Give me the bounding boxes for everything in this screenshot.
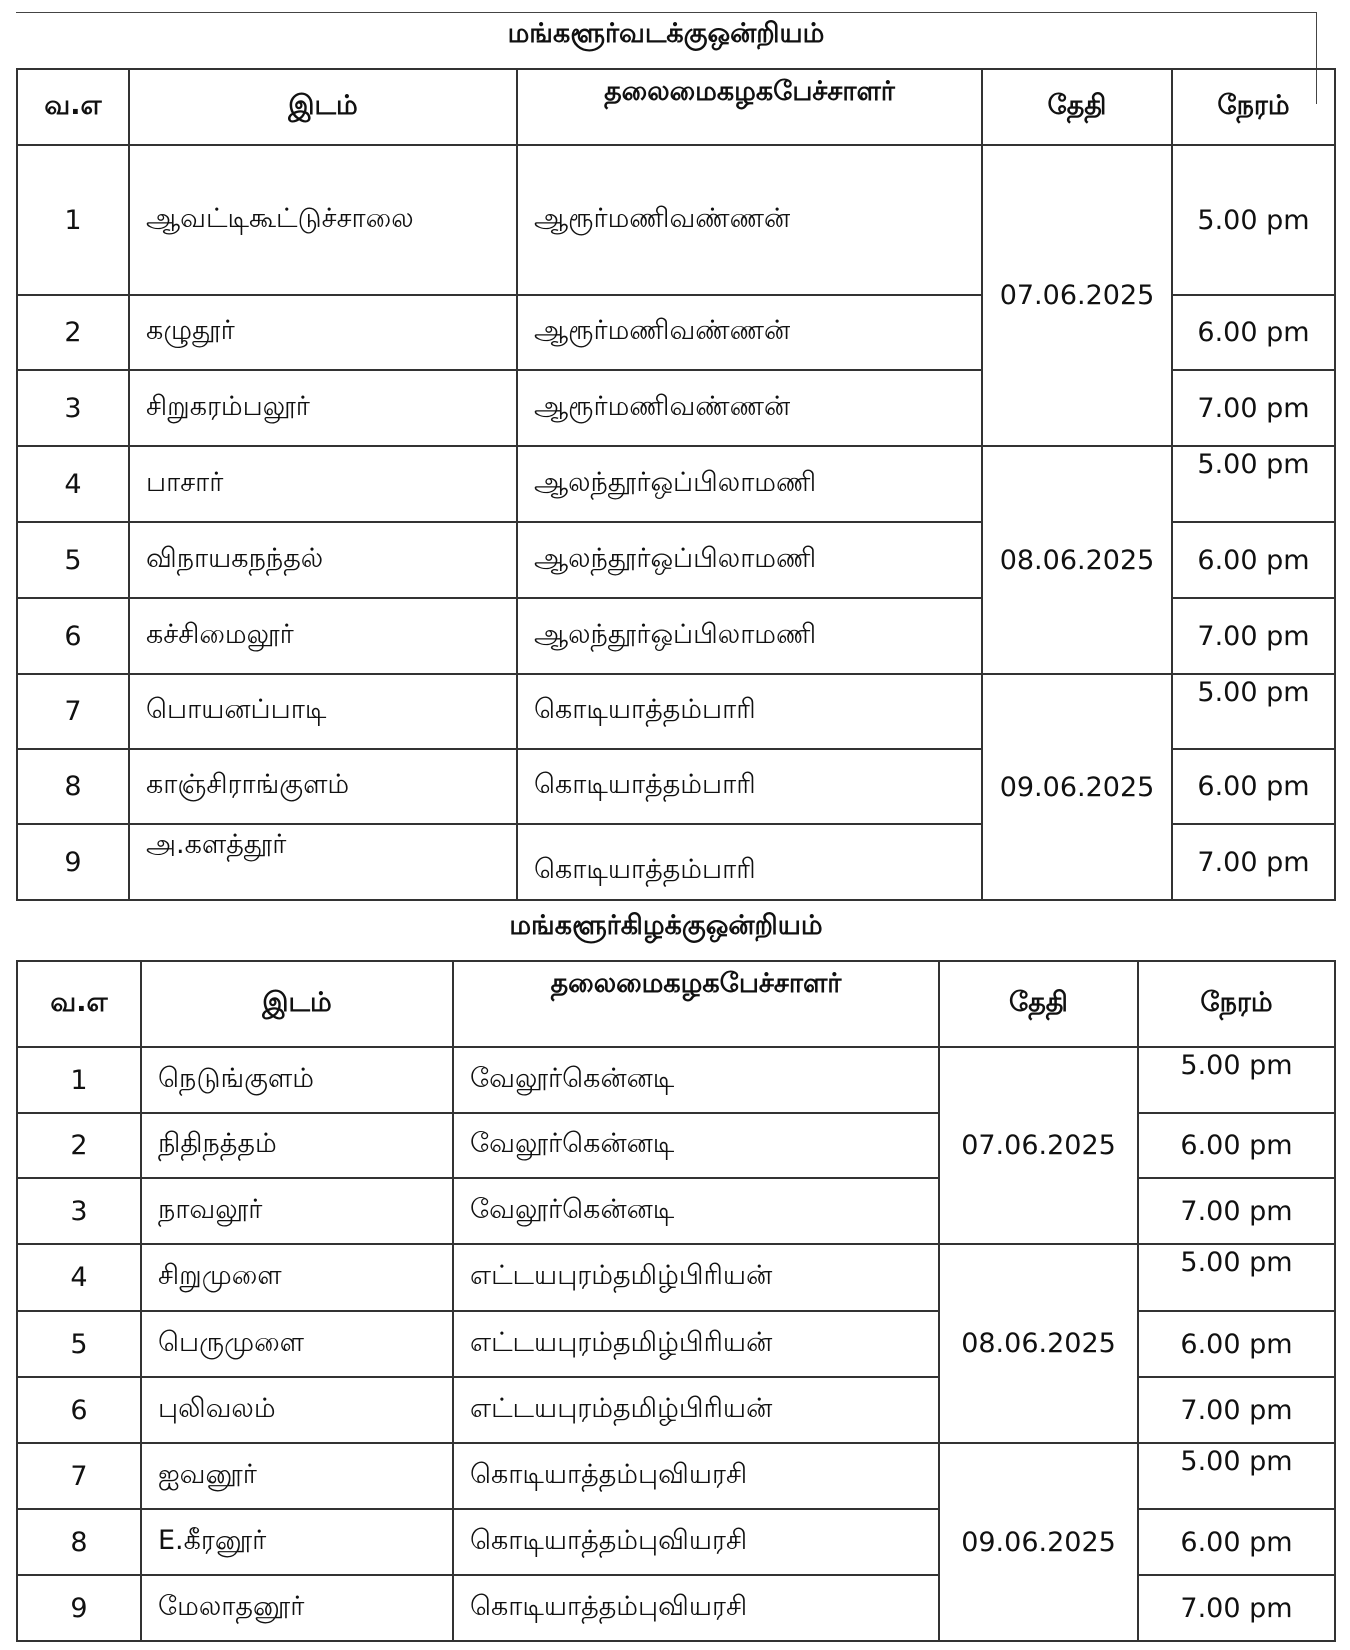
table-row (17, 1113, 1335, 1178)
row-speaker: எட்டயபுரம்தமிழ்பிரியன் (453, 1244, 939, 1311)
header-place: இடம் (129, 69, 517, 145)
row-speaker: வேலூர்கென்னடி (453, 1178, 939, 1244)
row-time: 7.00 pm (1172, 824, 1335, 900)
row-date: 08.06.2025 (939, 1244, 1138, 1443)
row-serial: 8 (17, 1509, 141, 1575)
north-schedule-table (16, 68, 1336, 901)
row-serial: 7 (17, 1443, 141, 1509)
row-place: கச்சிமைலூர் (129, 598, 517, 674)
row-place: E.கீரனூர் (141, 1509, 453, 1575)
row-speaker: கொடியாத்தம்பாரி (517, 824, 982, 900)
row-place: மேலாதனூர் (141, 1575, 453, 1641)
row-time: 5.00 pm (1172, 145, 1335, 295)
row-place: சிறுகரம்பலூர் (129, 370, 517, 446)
row-serial: 2 (17, 295, 129, 370)
row-date: 07.06.2025 (939, 1047, 1138, 1244)
row-speaker: ஆரூர்மணிவண்ணன் (517, 370, 982, 446)
header-date: தேதி (982, 69, 1172, 145)
row-time: 5.00 pm (1138, 1047, 1335, 1113)
row-time: 6.00 pm (1138, 1509, 1335, 1575)
row-serial: 9 (17, 1575, 141, 1641)
row-serial: 2 (17, 1113, 141, 1178)
row-time: 5.00 pm (1172, 446, 1335, 522)
row-place: காஞ்சிராங்குளம் (129, 749, 517, 824)
row-time: 7.00 pm (1138, 1575, 1335, 1641)
table-row (17, 674, 1335, 749)
header-date: தேதி (939, 961, 1138, 1047)
row-place: நிதிநத்தம் (141, 1113, 453, 1178)
row-date: 07.06.2025 (982, 145, 1172, 446)
table-row (17, 1047, 1335, 1113)
row-speaker: ஆலந்தூர்ஒப்பிலாமணி (517, 522, 982, 598)
table-row (17, 1575, 1335, 1641)
row-speaker: கொடியாத்தம்பாரி (517, 674, 982, 749)
row-place: ஐவனூர் (141, 1443, 453, 1509)
header-row (17, 69, 1335, 145)
row-time: 6.00 pm (1172, 522, 1335, 598)
east-schedule-table (16, 960, 1336, 1642)
row-speaker: ஆலந்தூர்ஒப்பிலாமணி (517, 446, 982, 522)
table-row (17, 1443, 1335, 1509)
row-time: 5.00 pm (1138, 1244, 1335, 1311)
header-serial: வ.எ (17, 69, 129, 145)
row-place: பொயனப்பாடி (129, 674, 517, 749)
row-place: பெருமுளை (141, 1311, 453, 1377)
row-speaker: வேலூர்கென்னடி (453, 1047, 939, 1113)
header-serial: வ.எ (17, 961, 141, 1047)
row-place: ஆவட்டிகூட்டுச்சாலை (129, 145, 517, 295)
row-serial: 3 (17, 370, 129, 446)
row-speaker: எட்டயபுரம்தமிழ்பிரியன் (453, 1311, 939, 1377)
east-union-title: மங்களூர்கிழக்குஒன்றியம் (509, 910, 823, 941)
row-serial: 4 (17, 1244, 141, 1311)
row-serial: 5 (17, 1311, 141, 1377)
table-row (17, 1244, 1335, 1311)
row-serial: 4 (17, 446, 129, 522)
header-speaker: தலைமைகழகபேச்சாளர் (453, 961, 939, 1047)
row-time: 7.00 pm (1172, 370, 1335, 446)
header-place: இடம் (141, 961, 453, 1047)
row-place: பாசார் (129, 446, 517, 522)
row-speaker: ஆரூர்மணிவண்ணன் (517, 295, 982, 370)
table-row (17, 1377, 1335, 1443)
row-time: 5.00 pm (1172, 674, 1335, 749)
table-row (17, 1509, 1335, 1575)
row-speaker: ஆரூர்மணிவண்ணன் (517, 145, 982, 295)
row-place: அ.களத்தூர் (129, 824, 517, 900)
row-serial: 9 (17, 824, 129, 900)
row-serial: 6 (17, 1377, 141, 1443)
row-serial: 6 (17, 598, 129, 674)
row-speaker: கொடியாத்தம்புவியரசி (453, 1575, 939, 1641)
row-speaker: கொடியாத்தம்புவியரசி (453, 1509, 939, 1575)
row-date: 09.06.2025 (982, 674, 1172, 900)
header-time: நேரம் (1172, 69, 1335, 145)
row-serial: 8 (17, 749, 129, 824)
table-row (17, 1178, 1335, 1244)
row-time: 6.00 pm (1172, 749, 1335, 824)
row-serial: 7 (17, 674, 129, 749)
row-time: 5.00 pm (1138, 1443, 1335, 1509)
row-place: புலிவலம் (141, 1377, 453, 1443)
row-time: 7.00 pm (1138, 1377, 1335, 1443)
row-speaker: வேலூர்கென்னடி (453, 1113, 939, 1178)
header-speaker: தலைமைகழகபேச்சாளர் (517, 69, 982, 145)
north-union-title: மங்களூர்வடக்குஒன்றியம் (507, 18, 825, 49)
row-time: 7.00 pm (1138, 1178, 1335, 1244)
row-speaker: ஆலந்தூர்ஒப்பிலாமணி (517, 598, 982, 674)
row-place: நாவலூர் (141, 1178, 453, 1244)
row-serial: 1 (17, 1047, 141, 1113)
table-row (17, 145, 1335, 295)
row-time: 7.00 pm (1172, 598, 1335, 674)
header-row (17, 961, 1335, 1047)
row-speaker: கொடியாத்தம்பாரி (517, 749, 982, 824)
row-date: 09.06.2025 (939, 1443, 1138, 1641)
row-time: 6.00 pm (1138, 1311, 1335, 1377)
table-row (17, 446, 1335, 522)
row-place: சிறுமுளை (141, 1244, 453, 1311)
row-speaker: எட்டயபுரம்தமிழ்பிரியன் (453, 1377, 939, 1443)
top-border-line (16, 12, 1316, 13)
row-date: 08.06.2025 (982, 446, 1172, 674)
row-serial: 3 (17, 1178, 141, 1244)
row-serial: 5 (17, 522, 129, 598)
row-place: கழுதூர் (129, 295, 517, 370)
row-serial: 1 (17, 145, 129, 295)
header-time: நேரம் (1138, 961, 1335, 1047)
table-row (17, 1311, 1335, 1377)
row-place: விநாயகநந்தல் (129, 522, 517, 598)
row-time: 6.00 pm (1138, 1113, 1335, 1178)
row-place: நெடுங்குளம் (141, 1047, 453, 1113)
row-speaker: கொடியாத்தம்புவியரசி (453, 1443, 939, 1509)
row-time: 6.00 pm (1172, 295, 1335, 370)
